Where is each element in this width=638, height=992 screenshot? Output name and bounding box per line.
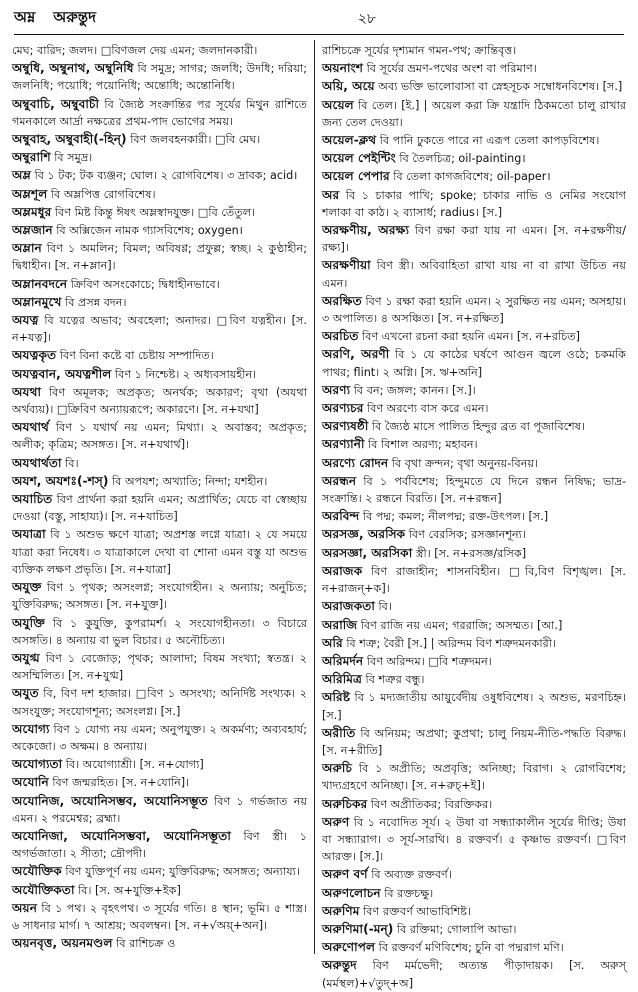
entry-definition: অব্য ভক্তি ভালোবাসা বা স্নেহসূচক সম্বোধনবিশেষ। [স.]: [378, 80, 623, 94]
entry-definition: বি ১ যে কাঠের ঘর্ষণে আগুন জ্বলে ওঠে; চকমকি পাথর; flint। ২ অগ্নি। [স. ঋ+অনি]: [322, 348, 626, 379]
entry-headword: অম্লমধুর: [12, 204, 52, 219]
entry-definition: বিণ ১ নিশ্চেষ্ট। ২ অধ্যবসায়হীন।: [114, 367, 257, 381]
entry-definition: বি পানি ঢুকতে পারে না এরূপ তেলা কাপড়বিশেষ।: [379, 134, 600, 148]
entry-headword: অরুন্তুদ: [322, 958, 357, 973]
dictionary-entry: [12, 384, 307, 418]
dictionary-entry: [12, 347, 307, 364]
entry-definition: বি শত্রুর বন্ধু।: [365, 673, 425, 687]
entry-headword: অরচিত: [322, 329, 359, 344]
dictionary-entry: [12, 615, 307, 649]
entry-headword: অরন্ধন: [322, 473, 357, 488]
entry-headword: অযোগ্য: [12, 721, 50, 736]
entry-definition: বিণ ১ গর্ভজাত নয় এমন। ২ পরমেশ্বর; ব্রহ্মা।: [12, 794, 307, 825]
dictionary-entry: [322, 563, 626, 597]
entry-headword: অম্লজান: [12, 223, 53, 238]
entry-definition: বি ১ মদ্যজাতীয় আয়ুর্বেদীয় ওষুধবিশেষ। ২ অশুভ, মরণচিহ্ন। [স.]: [322, 691, 626, 722]
entry-headword: অরুণোপল: [322, 940, 376, 955]
dictionary-entry: [322, 187, 626, 221]
dictionary-entry: [12, 294, 307, 311]
dictionary-entry: [322, 97, 626, 131]
entry-headword: অযথার্থ: [12, 420, 49, 435]
entry-definition: বি অম্লপিত্ত রোগবিশেষ।: [50, 187, 156, 201]
dictionary-entry: [12, 491, 307, 525]
dictionary-entry: [322, 939, 626, 956]
dictionary-entry: [12, 828, 307, 862]
column-divider: [314, 40, 315, 954]
entry-definition: বি। [স. অ+যুক্তি+ইক]: [78, 883, 181, 897]
entry-definition: বি।: [378, 600, 392, 614]
entry-headword: অরীতি: [322, 725, 356, 740]
entry-headword: অযাত্রা: [12, 527, 46, 542]
entry-definition: বিণ ১ বেজোড়; পৃথক; আলাদা; বিষম সংখ্যা; স্বতন্ত্র। ২ অসম্মিলিত। [স. ন+যুগ্ম]: [12, 651, 307, 683]
dictionary-entry: [322, 400, 626, 417]
dictionary-entry: [12, 721, 307, 755]
entry-definition: বি সূর্যের ভ্রমণ-পথের অংশ বা পরিমাণ।: [366, 62, 537, 76]
dictionary-entry: [322, 526, 626, 543]
entry-definition: বি জ্যৈষ্ঠ সংক্রান্তির পর সূর্যের মিথুন রাশিতে গমনকালে আর্দ্রা নক্ষত্রের প্রথম-পাদ ভোগের সময়।: [12, 97, 308, 128]
dictionary-entry: [322, 222, 626, 256]
entry-headword: অয়েল-ক্লথ: [322, 133, 377, 148]
dictionary-entry: [322, 328, 626, 345]
dictionary-entry: [12, 131, 307, 148]
entry-definition: বি রক্তবর্ণ মণিবিশেষ; চুনি বা পদ্মরাগ মণি।: [378, 941, 564, 955]
entry-definition: বিণ ১ যথার্থ নয় এমন; মিথ্যা। ২ অবাস্তব; অপ্রকৃত; অলীক; কৃত্রিম; অসঙ্গত। [স. ন+যথার্থ]।: [12, 421, 307, 452]
entry-definition: বি তেলা কাগজবিশেষ; oil-paper।: [393, 170, 551, 184]
entry-headword: অম্লান: [12, 241, 42, 256]
entry-headword: অরুণিমা(-মন্): [322, 921, 394, 936]
entry-definition: বি ১ পর্ববিশেষ; হিন্দুমতে যে দিনে রন্ধন নিষিদ্ধ; ভাদ্র-সংক্রান্তি। ২ রন্ধনে বিরতি। [স. ন+রন্ধন]: [322, 474, 626, 506]
entry-definition: বি তেল। [ই.] | অয়েল করা ক্রি যন্ত্রাদি ঠিকমতো চালু রাখার জন্য তেল দেওয়া।: [322, 98, 626, 129]
entry-definition: বিণ অরণ্যে বাস করে এমন।: [367, 402, 489, 416]
entry-headword: অরুণিম: [322, 903, 360, 918]
entry-definition: বিণ বেরসিক; রসজ্ঞানশূন্য।: [408, 528, 526, 542]
entry-definition: বি প্রসন্ন বদন।: [65, 295, 127, 309]
guide-words: [14, 6, 96, 34]
entry-headword: অযশ, অযশঃ(-শস্): [12, 473, 109, 488]
dictionary-entry: [322, 885, 626, 902]
entry-definition: বি সমুদ্র।: [54, 151, 93, 165]
entry-headword: অম্বুরাশি: [12, 150, 51, 165]
entry-definition: স্ত্রী। [স. ন+রসজ্ঞ/রসিক]: [415, 546, 527, 560]
dictionary-entry: [12, 366, 307, 383]
dictionary-entry: [12, 863, 307, 880]
dictionary-entry: [322, 635, 626, 652]
dictionary-entry: [322, 957, 626, 991]
entry-headword: অয়েল পেপার: [322, 169, 390, 184]
entry-definition: বিণ প্রার্থনা করা হয়নি এমন; অপ্রার্থিত; যেচে বা স্বেচ্ছায় দেওয়া (বস্তু, সাহায্য)। [স. ন+যাচিত]: [12, 493, 308, 524]
entry-headword: অরসজ্ঞ, অরসিক: [322, 527, 406, 542]
entry-headword: অযাচিত: [12, 492, 53, 507]
dictionary-entry: [322, 671, 626, 688]
entry-definition: বিণ মিষ্ট কিন্তু ঈষৎ অম্লস্বাদযুক্ত। □বি তেঁতুল।: [54, 205, 256, 219]
entry-definition: বিণ জন্মরহিত। [স. ন+যোনি]।: [52, 776, 190, 790]
entry-headword: অযথা: [12, 384, 42, 399]
page-header: [14, 6, 624, 35]
right-column: [322, 42, 626, 990]
entry-definition: বি। অযোগ্যাশ্রী। [স. ন+যোগ্য]: [65, 758, 204, 772]
entry-definition: বি ১ চাকার পাখি; spoke; চাকার নাভি ও নেমির সংযোগ শলাকা বা কাঠ। ২ ব্যাসার্ধ; radius। [স.]: [322, 188, 626, 219]
dictionary-entry: [322, 418, 626, 435]
dictionary-entry: [322, 866, 626, 883]
dictionary-entry: [12, 756, 307, 773]
entry-definition: বিণ মর্মভেদী; অত্যন্ত পীড়াদায়ক। [স. অরুস্ (মর্মস্থল)+√তুদ্+অ]: [322, 959, 626, 990]
entry-headword: অরিমিত্র: [322, 672, 362, 687]
dictionary-entry: [12, 222, 307, 239]
entry-headword: অরণি, অরণী: [322, 347, 390, 362]
dictionary-entry: [12, 685, 307, 719]
entry-headword: অম্লশূল: [12, 186, 48, 201]
entry-definition: বিণ ১ রক্ষা করা হয়নি এমন। ২ সুরক্ষিত নয় এমন; অসহায়। ৩ অপালিত। ৪ অসঞ্চিত। [স. ন+রক্ষিত]: [322, 294, 626, 326]
entry-headword: অরক্ষণীয়, অরক্ষ্য: [322, 223, 409, 238]
dictionary-entry: [322, 796, 626, 813]
dictionary-entry: [322, 132, 626, 149]
dictionary-entry: [12, 276, 307, 293]
entry-headword: অরাজক: [322, 563, 363, 578]
entry-headword: অম্লানবদনে: [12, 276, 68, 291]
entry-definition: বিণ অপ্রীতিকর; বিরক্তিকর।: [370, 797, 493, 811]
entry-definition: বি বিশাল অরণ্য; মহাবন।: [368, 438, 478, 452]
dictionary-entry: [322, 473, 626, 507]
entry-definition: বি ১ টক; টক ব্যঞ্জন; ঘোল। ২ রোগবিশেষ। ৩ দ্রাবক; acid।: [34, 169, 298, 183]
dictionary-entry: [12, 455, 307, 472]
dictionary-entry: [322, 346, 626, 380]
entry-headword: অরণ্যানী: [322, 437, 365, 452]
entry-definition: বিণ অমূলক; অপ্রকৃত; অনর্থক; অকারণ; বৃথা (অযথা অর্থব্যয়)। □ক্রিবিণ অন্যায়রূপে; অকারণে। [স. ন+যথা]: [12, 385, 307, 417]
entry-headword: অযোনিজা, অযোনিসম্ভবা, অযোনিসম্ভূতা: [12, 828, 231, 843]
dictionary-entry: [322, 545, 626, 562]
entry-definition: বিণ রাজাহীন; শাসনবিহীন। □বি,বিণ বিশৃঙ্খল। [স. ন+রাজন্+ক]।: [322, 564, 626, 596]
entry-headword: অয়ন: [12, 900, 38, 915]
entry-headword: অরণ্যচর: [322, 401, 364, 416]
dictionary-entry: [12, 240, 307, 274]
entry-headword: অরুচিকর: [322, 796, 368, 811]
entry-headword: অম্বুবাচি, অম্বুবাচী: [12, 96, 99, 111]
entry-headword: অরুচি: [322, 761, 352, 776]
dictionary-entry: [12, 473, 307, 490]
dictionary-entry: [12, 186, 307, 203]
entry-definition: বিণ স্ত্রী। অবিবাহিতা রাখা যায় না বা রাখা উচিত নয় এমন।: [322, 259, 626, 290]
entry-headword: অরণ্য: [322, 382, 351, 397]
dictionary-entry: [322, 760, 626, 794]
dictionary-entry: [322, 921, 626, 938]
dictionary-entry: [12, 526, 307, 578]
entry-headword: অরসজ্ঞা, অরসিকা: [322, 545, 413, 560]
entry-definition: বি সমুদ্র; সাগর; জলধি; উদধি; দরিয়া; জলনিধি; পয়োধি; পয়োনিধি; অন্তোধি; অন্তোনিধি।: [12, 62, 308, 93]
entry-definition: বিণ অরিন্দম। □বি শত্রুদমন।: [366, 654, 492, 668]
entry-headword: অয়নবৃত্ত, অয়নমণ্ডল: [12, 936, 113, 951]
dictionary-entry: [322, 508, 626, 525]
entry-headword: অযত্নকৃত: [12, 348, 57, 363]
dictionary-entry: [322, 42, 626, 59]
dictionary-entry: [322, 60, 626, 77]
entry-definition: বি ১ অশুভ ক্ষণে যাত্রা; অপ্রশস্ত লগ্নে যাত্রা। ২ যে সময়ে যাত্রা করা নিষেধ। ৩ যাত্রাকালে দেখা বা শোনা এমন বস্তু যা অশুভ ব্যক্তিক লক্ষণ প্রভৃতি। [স. ন+যাত্রা]: [12, 528, 307, 576]
entry-definition: বিণ যুক্তিপূর্ণ নয় এমন; যুক্তিবিরুদ্ধ; অসঙ্গত; অন্যায্য।: [65, 865, 300, 879]
dictionary-entry: [322, 436, 626, 453]
entry-definition: বি।: [65, 456, 79, 470]
dictionary-entry: [12, 96, 307, 130]
entry-headword: অযুত: [12, 686, 39, 701]
entry-definition: রাশিচক্রে সূর্যের দৃশ্যমান গমন-পথ; ক্রান্তিবৃত্ত।: [322, 44, 517, 57]
dictionary-entry: [322, 903, 626, 920]
dictionary-entry: [322, 814, 626, 866]
guide-word-last: অরুন্তুদ: [53, 8, 96, 26]
entry-definition: বি অক্সিজেন নামক গ্যাসবিশেষ; oxygen।: [56, 224, 243, 238]
entry-definition: বি ১ অপ্রীতি; অপ্রবৃত্তি; অনিচ্ছা; বিরাগ। ২ রোগবিশেষ; খাদ্যগ্রহণে অনিচ্ছা। [স. ন+রুচ্+ই]।: [322, 762, 626, 793]
dictionary-entry: [322, 455, 626, 472]
entry-definition: বি অব্যক্ত রক্তবর্ণ।: [371, 868, 452, 882]
entry-headword: অরুণলোচন: [322, 885, 381, 900]
dictionary-entry: [12, 793, 307, 827]
entry-headword: অরক্ষিত: [322, 293, 362, 308]
entry-definition: বি অপযশ; অখ্যাতি; নিন্দা; যশহীন।: [111, 474, 268, 488]
dictionary-entry: [12, 167, 307, 184]
dictionary-entry: [322, 725, 626, 759]
entry-definition: বি ১ নবোদিত সূর্য। ২ উষা বা সন্ধ্যাকালীন সূর্যের দীপ্তি; উষা বা সন্ধ্যারাগ। ৩ সূর্য-সারথি। ৪ রক্তবর্ণ। ৫ কৃষ্ণাভ রক্তবর্ণ। □বিণ আরক্ত। [স.]।: [322, 815, 626, 864]
entry-headword: অযুক্ত: [12, 580, 42, 595]
entry-definition: বিণ স্ত্রী। ১ অগর্ভজাতা। ২ সীতা; দ্রৌপদী।: [12, 829, 307, 861]
dictionary-entry: [322, 598, 626, 615]
entry-definition: বি বৃথা ক্রন্দন; বৃথা অনুনয়-বিনয়।: [391, 456, 538, 470]
dictionary-entry: [12, 882, 307, 899]
entry-definition: বি অনিয়ম; অপ্রথা; কুপ্রথা; চালু নিয়ম-নীতি-পদ্ধতি বিরুদ্ধ। [স. ন+রীতি]: [322, 726, 626, 757]
entry-definition: বি রাশিচক্র ও: [116, 937, 176, 951]
entry-headword: অরিমর্দন: [322, 653, 364, 668]
entry-headword: অরি: [322, 635, 343, 650]
entry-definition: ক্রিবিণ অসংকোচে; দ্বিধাহীনভাবে।: [70, 277, 220, 291]
entry-headword: অযত্নবান, অযত্নশীল: [12, 366, 112, 381]
entry-headword: অরণ্যে রোদন: [322, 455, 389, 470]
dictionary-entry: [12, 60, 307, 94]
dictionary-entry: [12, 204, 307, 221]
entry-headword: অযোনিজ, অযোনিসম্ভব, অযোনিসম্ভূত: [12, 793, 208, 808]
entry-definition: বিণ রক্ষা করা যায় না এমন। [স. ন+রক্ষণীয়/রক্ষ্য]।: [322, 224, 626, 255]
entry-headword: অরুণ বর্ণ: [322, 867, 368, 882]
entry-headword: অরাজকতা: [322, 599, 375, 614]
entry-headword: অয়নাংশ: [322, 61, 363, 76]
dictionary-entry: [322, 257, 626, 291]
entry-definition: বিণ রাজি নয় এমন; গররাজি; অসম্মত। [আ.]: [360, 618, 563, 632]
entry-headword: অরিষ্ট: [322, 690, 351, 705]
entry-definition: বি শত্রু; বৈরী [স.] | অরিন্দম বিণ শত্রুদমনকারী।: [346, 636, 556, 650]
dictionary-entry: [322, 382, 626, 399]
entry-headword: অযৌক্তিকতা: [12, 882, 75, 897]
entry-headword: অয়েল: [322, 97, 354, 112]
entry-headword: অযৌক্তিক: [12, 864, 62, 879]
dictionary-entry: [12, 935, 307, 952]
dictionary-entry: [12, 42, 307, 59]
entry-definition: বি রক্তিমা; গোলাপি আভা।: [396, 922, 517, 936]
entry-definition: বিণ ১ পৃথক; অসংলগ্ন; সংযোগহীন। ২ অন্যায়; অনুচিত; যুক্তিবিরুদ্ধ; অসঙ্গত। [স. ন+যুক্ত]।: [12, 581, 307, 612]
dictionary-entry: [12, 650, 307, 684]
entry-headword: অযুক্তি: [12, 615, 45, 630]
entry-headword: অম্বুধি, অম্বুনাথ, অম্বুনিধি: [12, 61, 134, 76]
entry-headword: অরুণ: [322, 814, 350, 829]
entry-headword: অরবিন্দ: [322, 509, 360, 524]
entry-definition: বি পদ্ম; কমল; নীলপদ্ম; রক্ত-উৎপল। [স.]: [362, 510, 549, 524]
entry-definition: বি তৈলচিত্র; oil-painting।: [399, 152, 526, 166]
entry-headword: অর: [322, 187, 340, 202]
entry-definition: বি ১ কুযুক্তি, কুপরামর্শ। ২ সংযোগহীনতা। ৩ বিচারে অসঙ্গতি। ৪ অন্যায় বা ভুল বিচার। ৫ অনৌচিত্য।: [12, 616, 307, 647]
entry-definition: বি রক্তচক্ষু।: [384, 886, 434, 900]
guide-word-first: অম্ন: [14, 8, 36, 26]
entry-definition: মেঘ; বারিদ; জলদ। □বিণজল দেয় এমন; জলদানকারী।: [12, 44, 258, 57]
entry-headword: অযত্ন: [12, 313, 39, 328]
dictionary-entry: [322, 293, 626, 327]
entry-headword: অরাজি: [322, 617, 358, 632]
dictionary-entry: [322, 168, 626, 185]
entry-definition: বিণ রক্তবর্ণ আভাবিশিষ্ট।: [363, 904, 471, 918]
entry-definition: বি জ্যৈষ্ঠ মাসে পালিত হিন্দুর ব্রত বা পূজাবিশেষ।: [371, 420, 585, 434]
dictionary-entry: [12, 149, 307, 166]
entry-headword: অরণ্যষষ্ঠী: [322, 419, 369, 434]
entry-headword: অযুগ্ম: [12, 650, 40, 665]
entry-definition: বিণ ১ অমলিন; বিমল; অবিষণ্ণ; প্রফুল্ল; স্বচ্ছ। ২ কুণ্ঠাহীন; দ্বিধাহীন। [স. ন+ম্লান]।: [12, 242, 307, 273]
dictionary-entry: [322, 617, 626, 634]
entry-headword: অযথার্থতা: [12, 455, 62, 470]
entry-definition: বি ১ পথ। ২ বৃহৎপথ। ৩ সূর্যের গতি। ৪ স্থান; ভূমি। ৫ শাস্ত্র। ৬ সাধনার মার্গ। ৭ আশ্রয়; অবলম্বন। [স. ন+√অয়্+অন]।: [12, 901, 307, 932]
entry-headword: অম্বুবাহ, অম্বুবাহী(-হিন্): [12, 132, 127, 147]
entry-definition: বিণ ১ যোগ্য নয় এমন; অনুপযুক্ত। ২ অকর্মণ্য; অব্যবহার্য; অকেজো। ৩ অক্ষম। ৪ অন্যায়।: [12, 722, 307, 753]
entry-definition: বি, বিণ দশ হাজার। □বিণ ১ অসংখ্য; অনির্দিষ্ট সংখ্যক। ২ অসংযুক্ত; সংযোগশূন্য; অসংলগ্ন। [স.]: [12, 687, 308, 718]
entry-definition: বিণ জলবহনকারী। □বি মেঘ।: [130, 133, 261, 147]
entry-headword: অম্লানমুখে: [12, 294, 62, 309]
entry-headword: অরক্ষণীয়া: [322, 258, 371, 273]
dictionary-entry: [322, 653, 626, 670]
dictionary-entry: [12, 900, 307, 934]
page-number: ২৮: [357, 11, 376, 27]
entry-headword: অয়ি, অয়ে: [322, 79, 375, 94]
entry-definition: বি যত্নের অভাব; অবহেলা; অনাদর। □বিণ যত্নহীন। [স. ন+যত্ন]।: [12, 314, 307, 345]
left-column: [12, 42, 307, 956]
dictionary-entry: [322, 689, 626, 723]
entry-headword: অযোগ্যতা: [12, 757, 63, 772]
dictionary-entry: [322, 150, 626, 167]
entry-definition: বি বন; জঙ্গল; কানন। [স.]।: [353, 383, 476, 397]
dictionary-entry: [12, 579, 307, 613]
dictionary-entry: [322, 78, 626, 95]
entry-headword: অযোনি: [12, 775, 49, 790]
entry-definition: বিণ বিনা কষ্টে বা চেষ্টায় সম্পাদিত।: [59, 349, 214, 363]
dictionary-entry: [12, 312, 307, 346]
dictionary-entry: [12, 774, 307, 791]
entry-headword: অম্ল: [12, 168, 31, 183]
entry-headword: অয়েল পেইন্টিং: [322, 151, 396, 166]
dictionary-entry: [12, 419, 307, 453]
entry-definition: বিণ এখনো রচনা করা হয়নি এমন। [স. ন+রচিত]: [362, 330, 580, 344]
